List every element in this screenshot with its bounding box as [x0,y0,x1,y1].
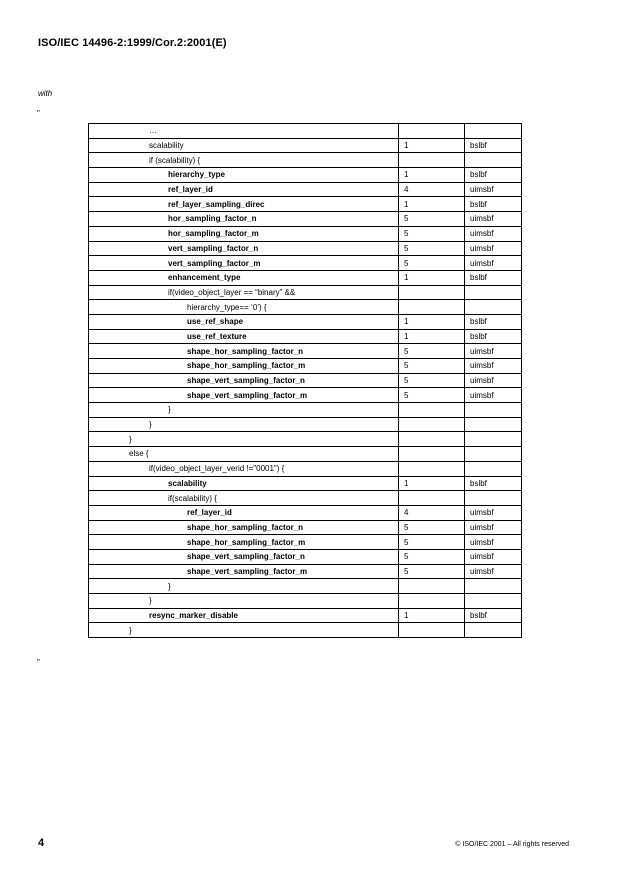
mnemonic-cell: bslbf [465,329,522,344]
table-row [89,491,522,506]
bits-cell [399,124,465,139]
document-header-title: ISO/IEC 14496-2:1999/Cor.2:2001(E) [38,37,227,49]
table-row [89,594,522,609]
syntax-cell: hor_sampling_factor_n [89,212,399,227]
syntax-table [88,123,522,638]
bits-cell: 1 [399,608,465,623]
syntax-cell: shape_hor_sampling_factor_m [89,359,399,374]
bits-cell [399,285,465,300]
table-row [89,447,522,462]
table-row [89,579,522,594]
bits-cell: 5 [399,359,465,374]
bits-cell [399,417,465,432]
mnemonic-cell: uimsbf [465,564,522,579]
mnemonic-cell: uimsbf [465,359,522,374]
bits-cell: 5 [399,212,465,227]
mnemonic-cell [465,594,522,609]
bits-cell: 5 [399,256,465,271]
mnemonic-cell [465,579,522,594]
bits-cell [399,623,465,638]
mnemonic-cell: uimsbf [465,256,522,271]
bits-cell: 1 [399,197,465,212]
syntax-cell: if(scalability) { [89,491,399,506]
syntax-cell: } [89,432,399,447]
mnemonic-cell: uimsbf [465,505,522,520]
bits-cell: 1 [399,168,465,183]
syntax-cell: shape_vert_sampling_factor_n [89,373,399,388]
syntax-cell: if (scalability) { [89,153,399,168]
syntax-cell: shape_hor_sampling_factor_m [89,535,399,550]
bits-cell [399,461,465,476]
syntax-cell: vert_sampling_factor_n [89,241,399,256]
bits-cell [399,300,465,315]
mnemonic-cell: uimsbf [465,549,522,564]
mnemonic-cell: uimsbf [465,535,522,550]
bits-cell [399,432,465,447]
table-row [89,285,522,300]
mnemonic-cell [465,447,522,462]
table-row [89,432,522,447]
syntax-cell: hor_sampling_factor_m [89,226,399,241]
syntax-cell: shape_vert_sampling_factor_m [89,564,399,579]
table-row [89,417,522,432]
bits-cell: 5 [399,388,465,403]
syntax-cell: shape_hor_sampling_factor_n [89,520,399,535]
bits-cell: 1 [399,314,465,329]
syntax-cell: } [89,579,399,594]
syntax-cell: scalability [89,138,399,153]
bits-cell [399,579,465,594]
table-row [89,212,522,227]
mnemonic-cell [465,461,522,476]
table-row [89,535,522,550]
syntax-cell: enhancement_type [89,270,399,285]
mnemonic-cell: bslbf [465,476,522,491]
table-row [89,403,522,418]
mnemonic-cell: uimsbf [465,226,522,241]
table-row [89,124,522,139]
table-row [89,608,522,623]
mnemonic-cell [465,491,522,506]
bits-cell [399,403,465,418]
syntax-cell: … [89,124,399,139]
bits-cell [399,594,465,609]
syntax-cell: use_ref_shape [89,314,399,329]
syntax-cell: ref_layer_id [89,505,399,520]
intro-text: with [38,89,53,98]
mnemonic-cell: bslbf [465,608,522,623]
bits-cell: 1 [399,270,465,285]
mnemonic-cell: bslbf [465,197,522,212]
mnemonic-cell: uimsbf [465,212,522,227]
mnemonic-cell [465,153,522,168]
mnemonic-cell [465,403,522,418]
table-row [89,564,522,579]
mnemonic-cell: bslbf [465,168,522,183]
table-row [89,314,522,329]
table-row [89,623,522,638]
mnemonic-cell: bslbf [465,314,522,329]
bits-cell: 5 [399,520,465,535]
syntax-cell: } [89,623,399,638]
mnemonic-cell: uimsbf [465,388,522,403]
mnemonic-cell [465,432,522,447]
copyright-notice: © ISO/IEC 2001 – All rights reserved [455,841,569,848]
page-number: 4 [38,837,45,849]
table-row [89,168,522,183]
table-row [89,256,522,271]
table-row [89,153,522,168]
syntax-cell: ref_layer_id [89,182,399,197]
table-row [89,329,522,344]
bits-cell: 5 [399,241,465,256]
syntax-cell: shape_vert_sampling_factor_n [89,549,399,564]
table-row [89,241,522,256]
table-row [89,505,522,520]
table-row [89,388,522,403]
bits-cell: 5 [399,226,465,241]
bits-cell: 1 [399,138,465,153]
syntax-cell: resync_marker_disable [89,608,399,623]
syntax-cell: scalability [89,476,399,491]
table-row [89,373,522,388]
bits-cell: 1 [399,329,465,344]
syntax-table-body [89,124,522,638]
bits-cell: 5 [399,344,465,359]
table-row [89,138,522,153]
table-row [89,549,522,564]
table-row [89,359,522,374]
table-row [89,182,522,197]
mnemonic-cell: uimsbf [465,520,522,535]
mnemonic-cell [465,124,522,139]
mnemonic-cell: bslbf [465,138,522,153]
syntax-cell: } [89,417,399,432]
syntax-cell: vert_sampling_factor_m [89,256,399,271]
mnemonic-cell [465,300,522,315]
syntax-cell: use_ref_texture [89,329,399,344]
mnemonic-cell [465,285,522,300]
syntax-cell: hierarchy_type== ‘0’) { [89,300,399,315]
mnemonic-cell [465,417,522,432]
bits-cell [399,491,465,506]
table-row [89,270,522,285]
table-row [89,476,522,491]
syntax-cell: if(video_object_layer == “binary” && [89,285,399,300]
table-row [89,520,522,535]
mnemonic-cell: bslbf [465,270,522,285]
table-row [89,226,522,241]
bits-cell [399,447,465,462]
opening-quote-mark: " [37,109,40,118]
syntax-cell: hierarchy_type [89,168,399,183]
mnemonic-cell [465,623,522,638]
bits-cell: 4 [399,182,465,197]
syntax-cell: } [89,594,399,609]
syntax-cell: } [89,403,399,418]
mnemonic-cell: uimsbf [465,344,522,359]
table-row [89,197,522,212]
syntax-cell: ref_layer_sampling_direc [89,197,399,212]
syntax-cell: shape_hor_sampling_factor_n [89,344,399,359]
mnemonic-cell: uimsbf [465,241,522,256]
syntax-cell: if(video_object_layer_verid !="0001") { [89,461,399,476]
bits-cell: 5 [399,535,465,550]
bits-cell: 4 [399,505,465,520]
bits-cell: 5 [399,549,465,564]
table-row [89,344,522,359]
mnemonic-cell: uimsbf [465,182,522,197]
bits-cell: 5 [399,564,465,579]
table-row [89,461,522,476]
bits-cell [399,153,465,168]
mnemonic-cell: uimsbf [465,373,522,388]
table-row [89,300,522,315]
bits-cell: 1 [399,476,465,491]
closing-quote-mark: " [37,658,40,667]
bits-cell: 5 [399,373,465,388]
syntax-cell: else { [89,447,399,462]
syntax-cell: shape_vert_sampling_factor_m [89,388,399,403]
